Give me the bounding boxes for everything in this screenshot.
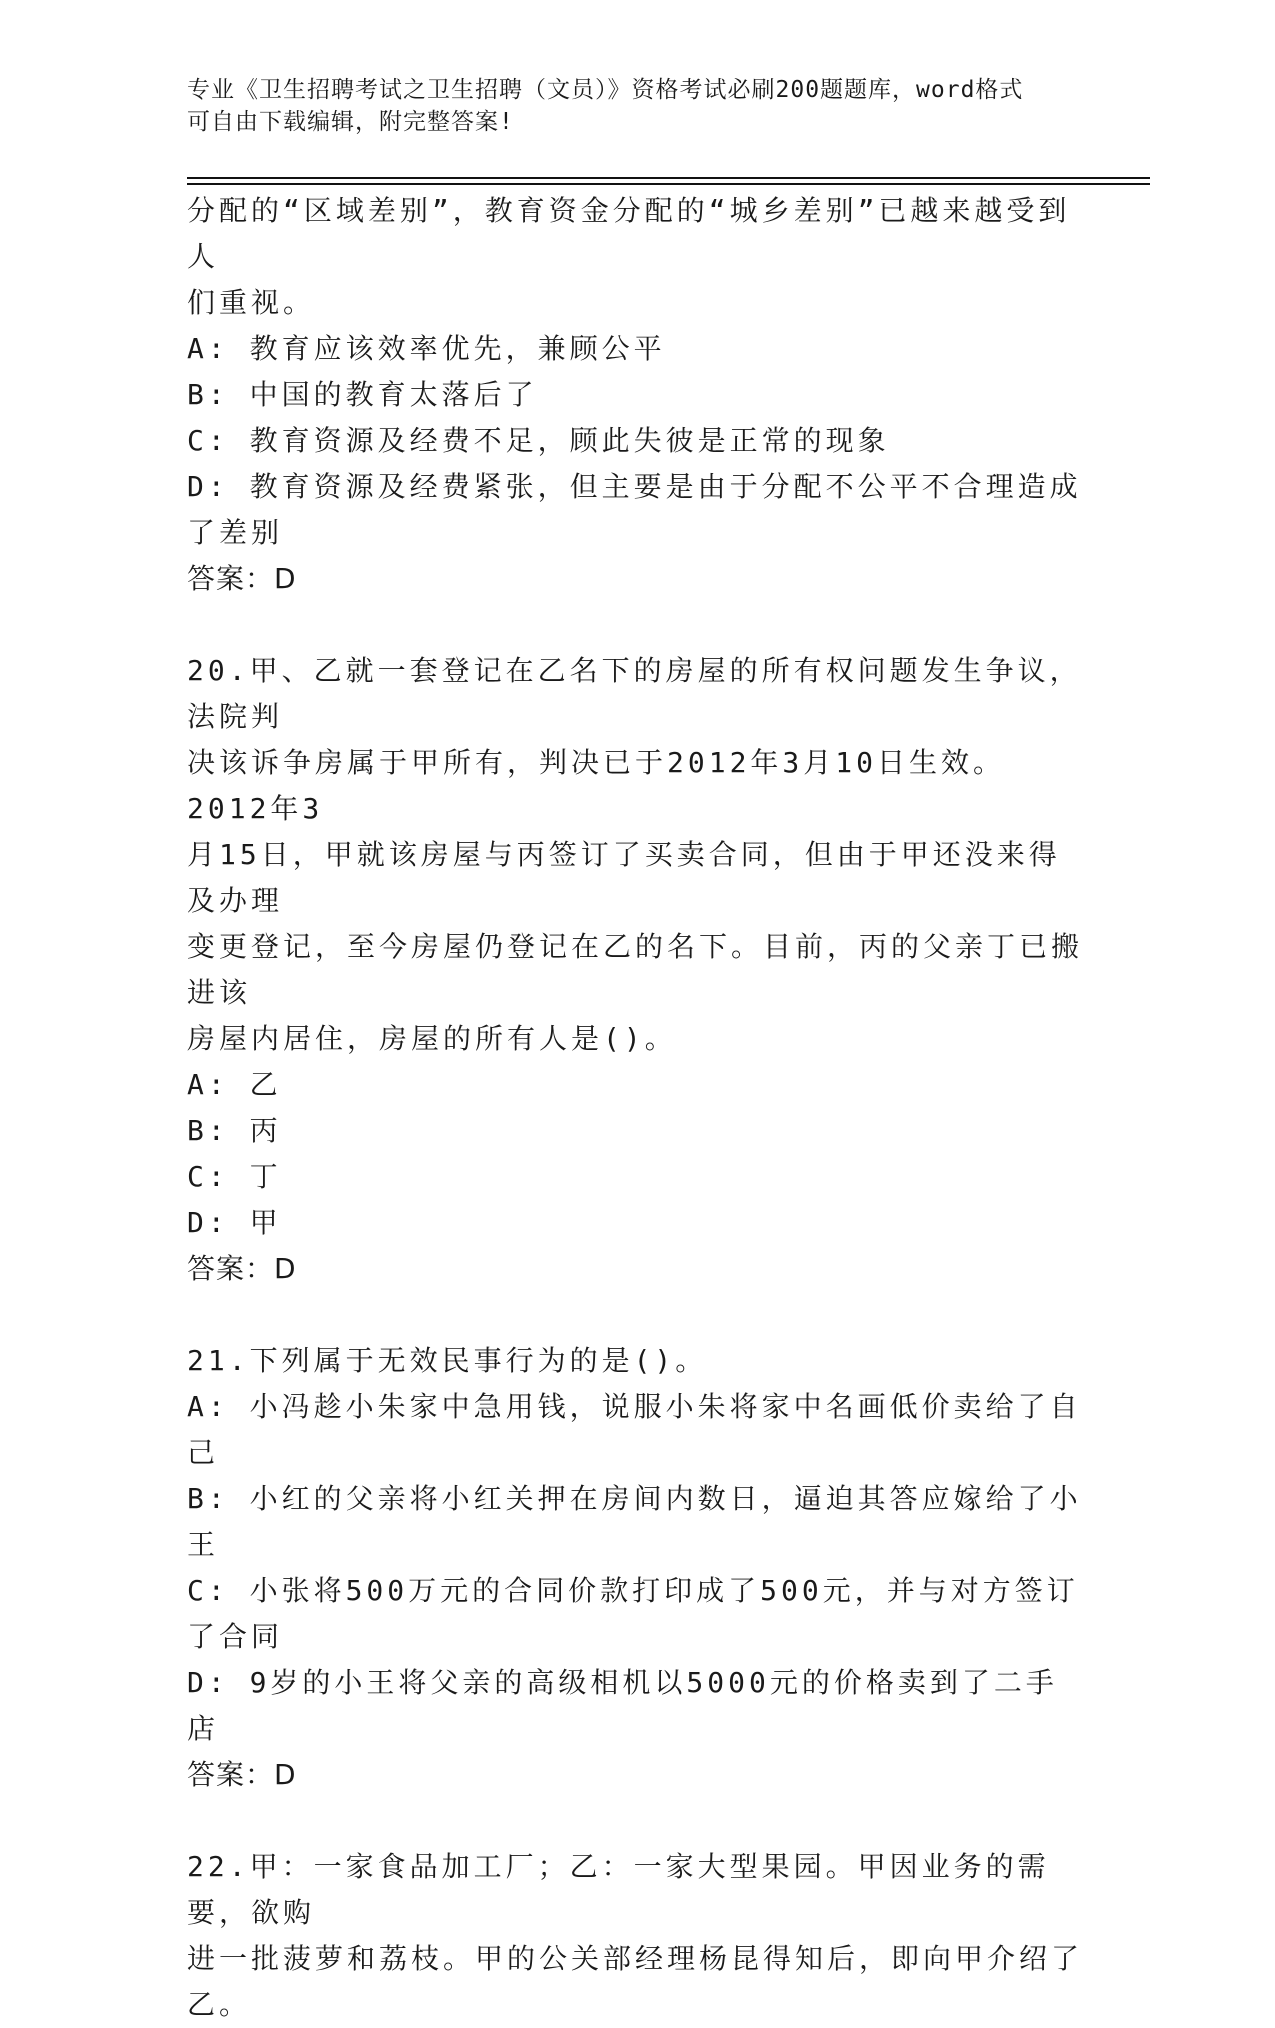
answer-line: 答案：D (187, 1758, 297, 1791)
question-stem-line: 20.甲、乙就一套登记在乙名下的房屋的所有权问题发生争议，法院判 (187, 654, 1082, 733)
question-22 (187, 1844, 1087, 2028)
header-title-line-1: 专业《卫生招聘考试之卫生招聘（文员）》资格考试必刷200题题库，word格式 (187, 77, 1024, 103)
question-stem-line: 22.甲：一家食品加工厂；乙：一家大型果园。甲因业务的需要，欲购 (187, 1850, 1050, 1929)
option-b: B: 中国的教育太落后了 (187, 378, 538, 411)
question-stem-line: 房屋内居住，房屋的所有人是()。 (187, 1022, 677, 1055)
question-stem-line: 21.下列属于无效民事行为的是()。 (187, 1344, 708, 1377)
option-c: C: 教育资源及经费不足，顾此失彼是正常的现象 (187, 424, 890, 457)
option-a: A: 乙 (187, 1068, 282, 1101)
option-c: C: 小张将500万元的合同价款打印成了500元，并与对方签订了合同 (187, 1574, 1079, 1653)
question-21 (187, 1338, 1087, 1798)
option-d: D: 教育资源及经费紧张，但主要是由于分配不公平不合理造成了差别 (187, 470, 1082, 549)
question-stem-line: 月15日，甲就该房屋与丙签订了买卖合同，但由于甲还没来得及办理 (187, 838, 1061, 917)
question-stem-line: 们重视。 (187, 286, 316, 319)
option-b: B: 小红的父亲将小红关押在房间内数日，逼迫其答应嫁给了小王 (187, 1482, 1082, 1561)
header-divider-top (187, 177, 1150, 179)
question-content (187, 188, 1087, 2028)
spacer (187, 602, 1087, 648)
answer-line: 答案：D (187, 562, 297, 595)
question-19 (187, 188, 1087, 602)
option-b: B: 丙 (187, 1114, 282, 1147)
header-divider-bottom (187, 183, 1150, 185)
option-d: D: 9岁的小王将父亲的高级相机以5000元的价格卖到了二手店 (187, 1666, 1058, 1745)
document-header (187, 74, 1067, 138)
spacer (187, 1798, 1087, 1844)
spacer (187, 1292, 1087, 1338)
question-20 (187, 648, 1087, 1292)
question-stem-line: 进一批菠萝和荔枝。甲的公关部经理杨昆得知后，即向甲介绍了乙。 (187, 1942, 1084, 2021)
header-title-line-2: 可自由下载编辑，附完整答案! (187, 109, 514, 135)
option-c: C: 丁 (187, 1160, 282, 1193)
option-d: D: 甲 (187, 1206, 282, 1239)
question-stem-line: 分配的“区域差别”，教育资金分配的“城乡差别”已越来越受到人 (187, 194, 1071, 273)
answer-line: 答案：D (187, 1252, 297, 1285)
question-stem-line: 变更登记，至今房屋仍登记在乙的名下。目前，丙的父亲丁已搬进该 (187, 930, 1084, 1009)
option-a: A: 小冯趁小朱家中急用钱，说服小朱将家中名画低价卖给了自己 (187, 1390, 1082, 1469)
option-a: A: 教育应该效率优先，兼顾公平 (187, 332, 666, 365)
question-stem-line: 决该诉争房属于甲所有，判决已于2012年3月10日生效。2012年3 (187, 746, 1006, 825)
